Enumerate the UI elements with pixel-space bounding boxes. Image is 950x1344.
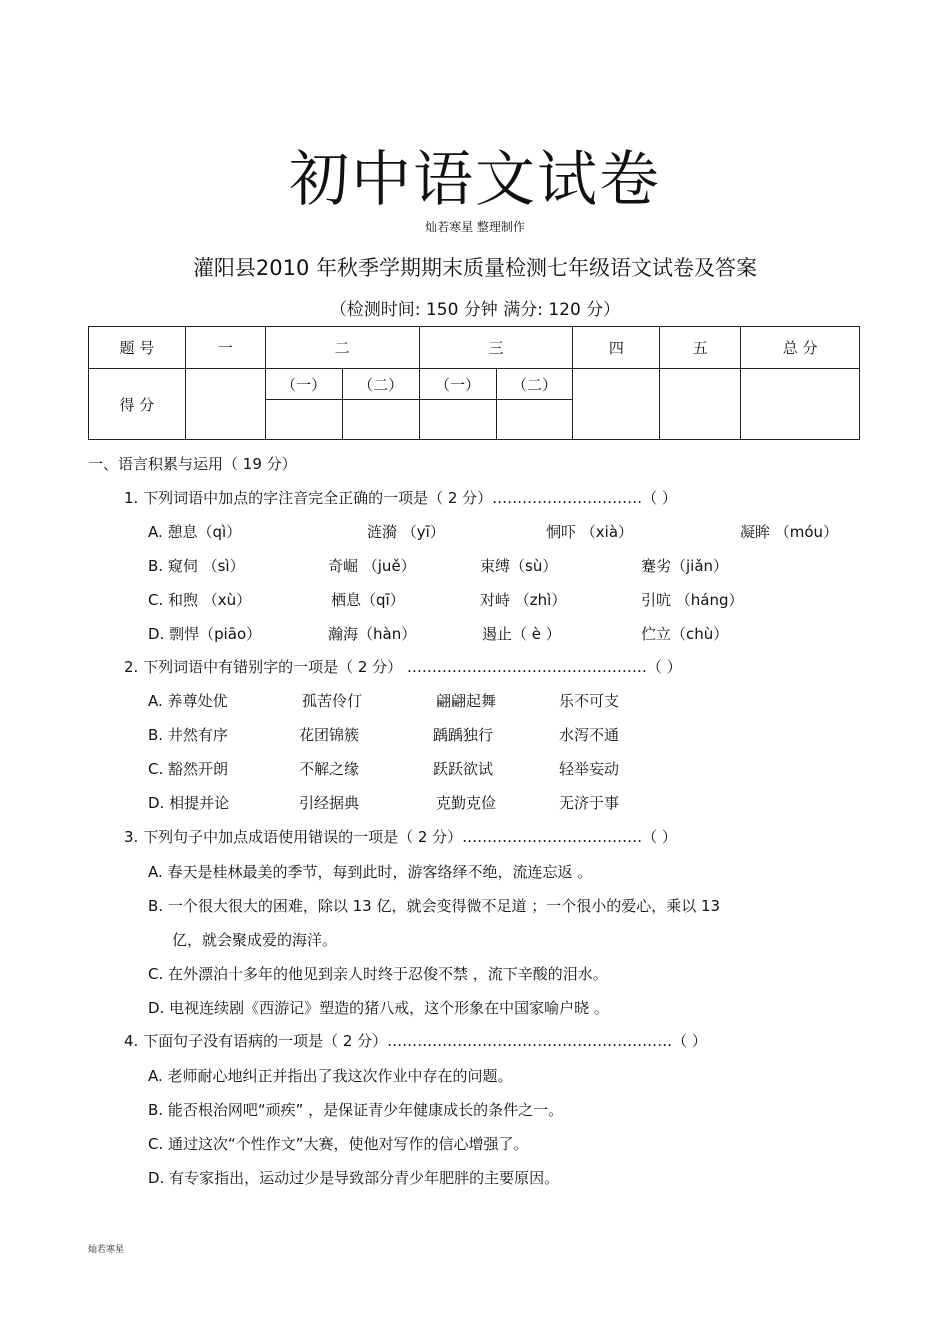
q1-option-a-word-2: 涟漪 （yī） — [367, 523, 445, 541]
sub-label-2-1: （一） — [265, 369, 342, 400]
score-cell-2-2[interactable] — [342, 400, 419, 440]
q2-option-c-word-1: C. 豁然开朗 — [148, 760, 229, 778]
score-cell-3-1[interactable] — [419, 400, 496, 440]
header-cell-part-5: 五 — [660, 327, 741, 369]
q1-option-d-word-4: 伫立（chù） — [641, 625, 729, 643]
score-cell-part-5[interactable] — [660, 369, 741, 440]
score-cell-2-1[interactable] — [265, 400, 342, 440]
q1-option-b-word-4: 蹇劣（jiǎn） — [641, 557, 729, 575]
exam-subtitle: 灌阳县2010 年秋季学期期末质量检测七年级语文试卷及答案 — [192, 256, 758, 280]
q2-option-b-word-1: B. 井然有序 — [148, 726, 228, 744]
q3-option-a: A. 春天是桂林最美的季节，每到此时，游客络绎不绝，流连忘返 。 — [148, 863, 593, 881]
q4-option-b: B. 能否根治网吧“顽疾” ，是保证青少年健康成长的条件之一。 — [148, 1101, 564, 1119]
question-3-stem: 3. 下列句子中加点成语使用错误的一项是（ 2 分）………………………………（ ） — [124, 828, 677, 846]
q2-option-a-word-1: A. 养尊处优 — [148, 692, 228, 710]
score-table — [88, 326, 860, 440]
q2-option-d-word-2: 引经据典 — [299, 794, 360, 812]
sub-label-3-2: （二） — [496, 369, 573, 400]
q2-option-d-word-1: D. 相提并论 — [148, 794, 230, 812]
q1-option-c-word-4: 引吭 （háng） — [641, 591, 744, 609]
header-cell-part-1: 一 — [185, 327, 265, 369]
q1-option-b-word-2: 奇崛 （juě） — [328, 557, 416, 575]
header-cell-question-no: 题 号 — [89, 327, 186, 369]
section-1-heading: 一、语言积累与运用（ 19 分） — [88, 455, 297, 473]
score-table-header-row — [89, 327, 860, 369]
q1-option-a-word-3: 恫吓 （xià） — [546, 523, 634, 541]
q1-option-c-word-3: 对峙 （zhì） — [480, 591, 567, 609]
score-cell-total[interactable] — [741, 369, 860, 440]
q2-option-b-word-2: 花团锦簇 — [299, 726, 360, 744]
score-table-sub-row — [89, 369, 860, 400]
q3-option-d: D. 电视连续剧《西游记》塑造的猪八戒，这个形象在中国家喻户晓 。 — [148, 999, 609, 1017]
score-cell-part-4[interactable] — [573, 369, 660, 440]
q2-option-a-word-3: 翩翩起舞 — [436, 692, 497, 710]
score-row-label: 得 分 — [89, 369, 186, 440]
q2-option-c-word-3: 跃跃欲试 — [433, 760, 494, 778]
q2-option-d-word-3: 克勤克俭 — [436, 794, 497, 812]
header-cell-part-4: 四 — [573, 327, 660, 369]
q3-option-b: B. 一个很大很大的困难，除以 13 亿，就会变得微不足道 ；一个很小的爱心，乘以 13 — [148, 897, 721, 915]
q4-option-c: C. 通过这次“个性作文”大赛，使他对写作的信心增强了。 — [148, 1135, 529, 1153]
q4-option-d: D. 有专家指出，运动过少是导致部分青少年肥胖的主要原因。 — [148, 1169, 560, 1187]
q2-option-c-word-2: 不解之缘 — [299, 760, 360, 778]
byline: 灿若寒星 整理制作 — [425, 220, 525, 234]
header-cell-part-3: 三 — [419, 327, 573, 369]
exam-info: （检测时间: 150 分钟 满分: 120 分） — [329, 300, 621, 320]
sub-label-2-2: （二） — [342, 369, 419, 400]
q2-option-d-word-4: 无济于事 — [559, 794, 620, 812]
q1-option-d-word-3: 遏止（ è ） — [482, 625, 561, 643]
q1-option-a-word-1: A. 憩息（qì） — [148, 523, 242, 541]
question-1-stem: 1. 下列词语中加点的字注音完全正确的一项是（ 2 分）…………………………（ ） — [124, 489, 677, 507]
score-cell-3-2[interactable] — [496, 400, 573, 440]
q1-option-a-word-4: 凝眸 （móu） — [740, 523, 839, 541]
q2-option-b-word-3: 踽踽独行 — [433, 726, 494, 744]
q2-option-c-word-4: 轻举妄动 — [559, 760, 620, 778]
q1-option-d-word-2: 瀚海（hàn） — [328, 625, 417, 643]
q2-option-a-word-2: 孤苦伶仃 — [302, 692, 363, 710]
q1-option-c-word-1: C. 和煦 （xù） — [148, 591, 252, 609]
score-cell-part-1[interactable] — [185, 369, 265, 440]
page-title: 初中语文试卷 — [289, 145, 661, 215]
q2-option-a-word-4: 乐不可支 — [559, 692, 620, 710]
sub-label-3-1: （一） — [419, 369, 496, 400]
q1-option-c-word-2: 栖息（qī） — [331, 591, 405, 609]
header-cell-total: 总 分 — [741, 327, 860, 369]
q1-option-d-word-1: D. 剽悍（piāo） — [148, 625, 262, 643]
q3-option-b-continued: 亿，就会聚成爱的海洋。 — [172, 931, 338, 949]
q1-option-b-word-1: B. 窥伺 （sì） — [148, 557, 245, 575]
q4-option-a: A. 老师耐心地纠正并指出了我这次作业中存在的问题。 — [148, 1067, 513, 1085]
header-cell-part-2: 二 — [265, 327, 419, 369]
question-2-stem: 2. 下列词语中有错别字的一项是（ 2 分） …………………………………………（ ） — [124, 658, 682, 676]
q3-option-c: C. 在外漂泊十多年的他见到亲人时终于忍俊不禁 ，流下辛酸的泪水。 — [148, 965, 608, 983]
q2-option-b-word-4: 水泻不通 — [559, 726, 620, 744]
page-footer: 灿若寒星 — [88, 1245, 125, 1255]
question-4-stem: 4. 下面句子没有语病的一项是（ 2 分）…………………………………………………（ ） — [124, 1032, 707, 1050]
q1-option-b-word-3: 束缚（sù） — [480, 557, 558, 575]
